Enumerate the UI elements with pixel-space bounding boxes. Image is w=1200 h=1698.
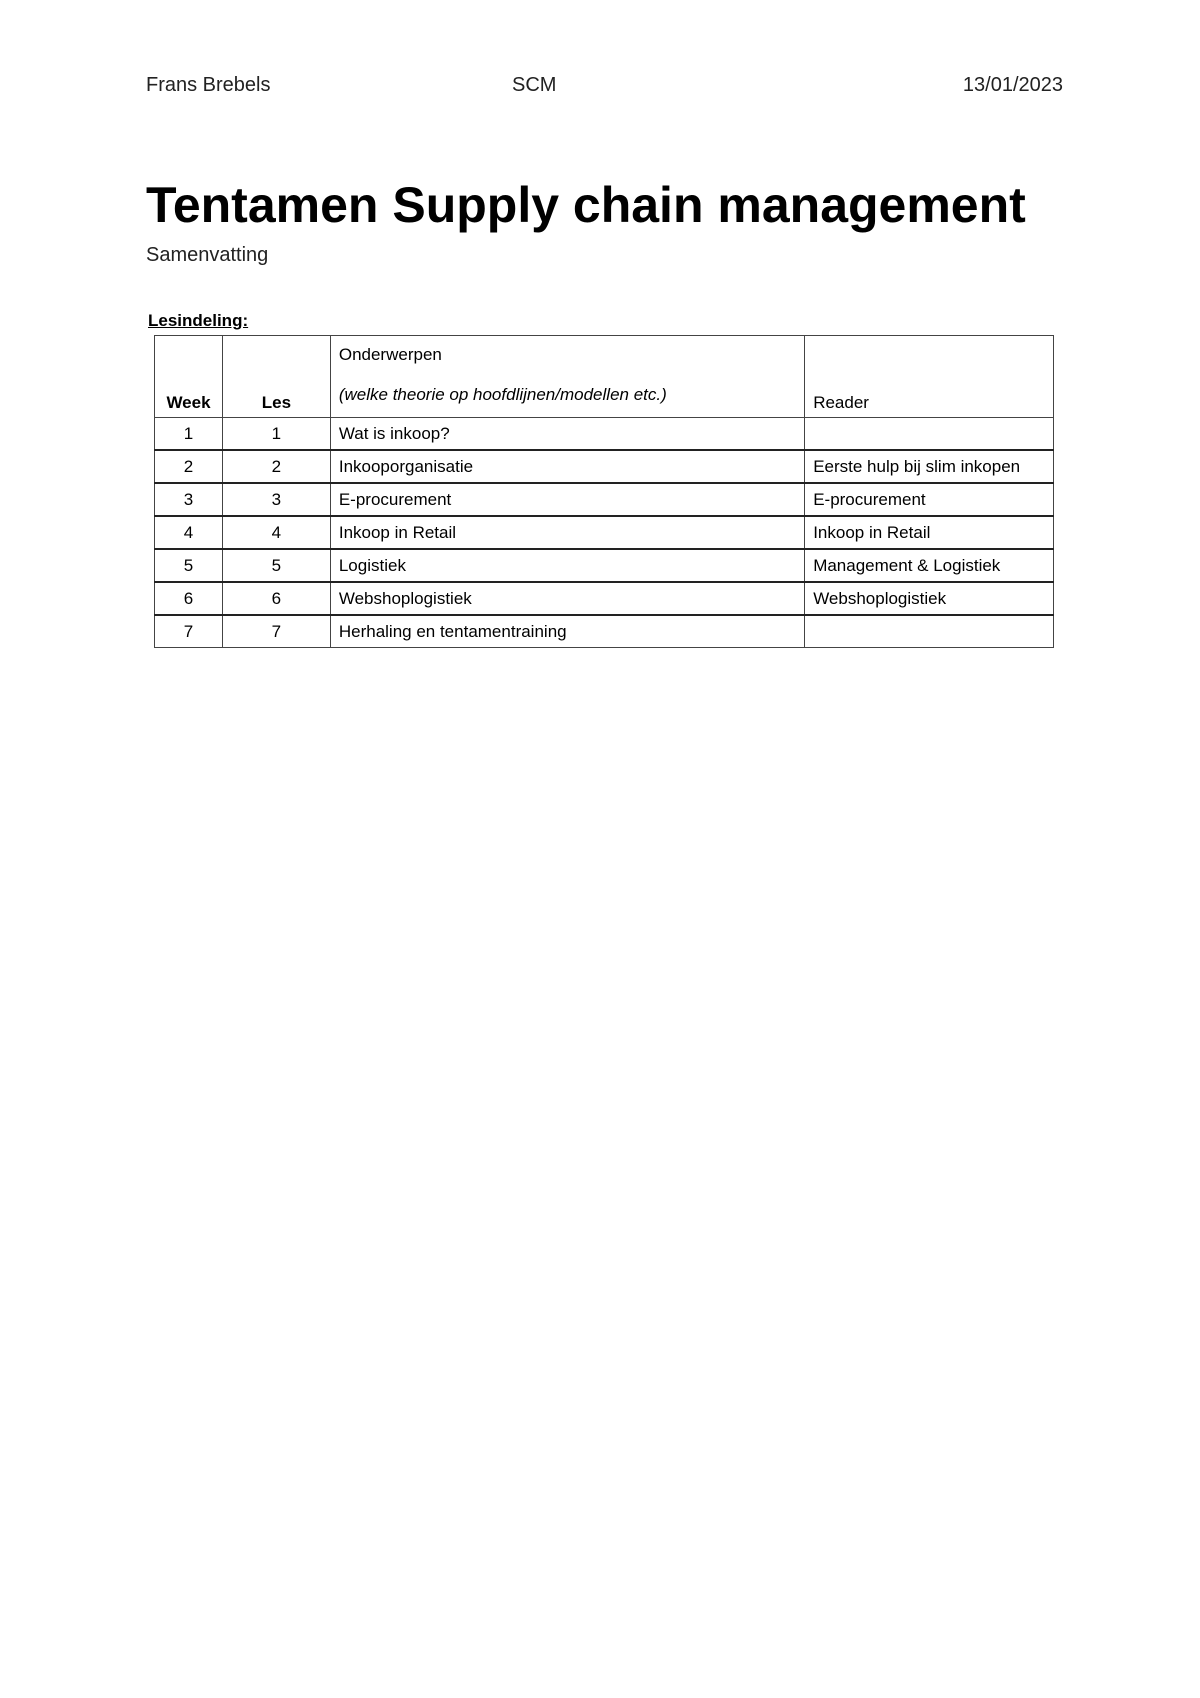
header-les: Les xyxy=(222,336,330,418)
table-row xyxy=(155,516,1054,549)
cell-topic: Wat is inkoop? xyxy=(330,418,804,451)
header-course: SCM xyxy=(512,74,557,96)
header-reader: Reader xyxy=(805,336,1054,418)
cell-topic: Logistiek xyxy=(330,549,804,582)
cell-les: 2 xyxy=(222,450,330,483)
cell-reader: Inkoop in Retail xyxy=(805,516,1054,549)
cell-topic: Inkoop in Retail xyxy=(330,516,804,549)
cell-reader: Webshoplogistiek xyxy=(805,582,1054,615)
cell-reader xyxy=(805,418,1054,451)
table-row xyxy=(155,450,1054,483)
cell-les: 7 xyxy=(222,615,330,648)
cell-reader: E-procurement xyxy=(805,483,1054,516)
cell-les: 3 xyxy=(222,483,330,516)
table-header-row xyxy=(155,336,1054,418)
cell-week: 2 xyxy=(155,450,223,483)
cell-les: 6 xyxy=(222,582,330,615)
cell-week: 7 xyxy=(155,615,223,648)
cell-topic: Herhaling en tentamentraining xyxy=(330,615,804,648)
table-row xyxy=(155,582,1054,615)
cell-reader: Management & Logistiek xyxy=(805,549,1054,582)
header-date: 13/01/2023 xyxy=(962,74,1063,96)
cell-les: 5 xyxy=(222,549,330,582)
header-onderwerpen xyxy=(330,336,804,418)
cell-week: 6 xyxy=(155,582,223,615)
cell-week: 1 xyxy=(155,418,223,451)
cell-reader: Eerste hulp bij slim inkopen xyxy=(805,450,1054,483)
cell-week: 4 xyxy=(155,516,223,549)
table-row xyxy=(155,549,1054,582)
schedule-table xyxy=(154,335,1054,648)
section-heading: Lesindeling: xyxy=(148,311,249,330)
cell-reader xyxy=(805,615,1054,648)
cell-topic: Inkooporganisatie xyxy=(330,450,804,483)
document-title: Tentamen Supply chain management xyxy=(146,177,1026,233)
cell-topic: Webshoplogistiek xyxy=(330,582,804,615)
cell-week: 5 xyxy=(155,549,223,582)
header-onderwerpen-label: Onderwerpen xyxy=(338,345,442,364)
cell-les: 4 xyxy=(222,516,330,549)
table-row xyxy=(155,615,1054,648)
cell-les: 1 xyxy=(222,418,330,451)
header-author: Frans Brebels xyxy=(146,74,271,96)
cell-topic: E-procurement xyxy=(330,483,804,516)
document-subtitle: Samenvatting xyxy=(146,244,269,266)
table-row xyxy=(155,483,1054,516)
table-row xyxy=(155,418,1054,451)
cell-week: 3 xyxy=(155,483,223,516)
header-week: Week xyxy=(155,336,223,418)
header-onderwerpen-note: (welke theorie op hoofdlijnen/modellen etc.) xyxy=(338,385,667,404)
